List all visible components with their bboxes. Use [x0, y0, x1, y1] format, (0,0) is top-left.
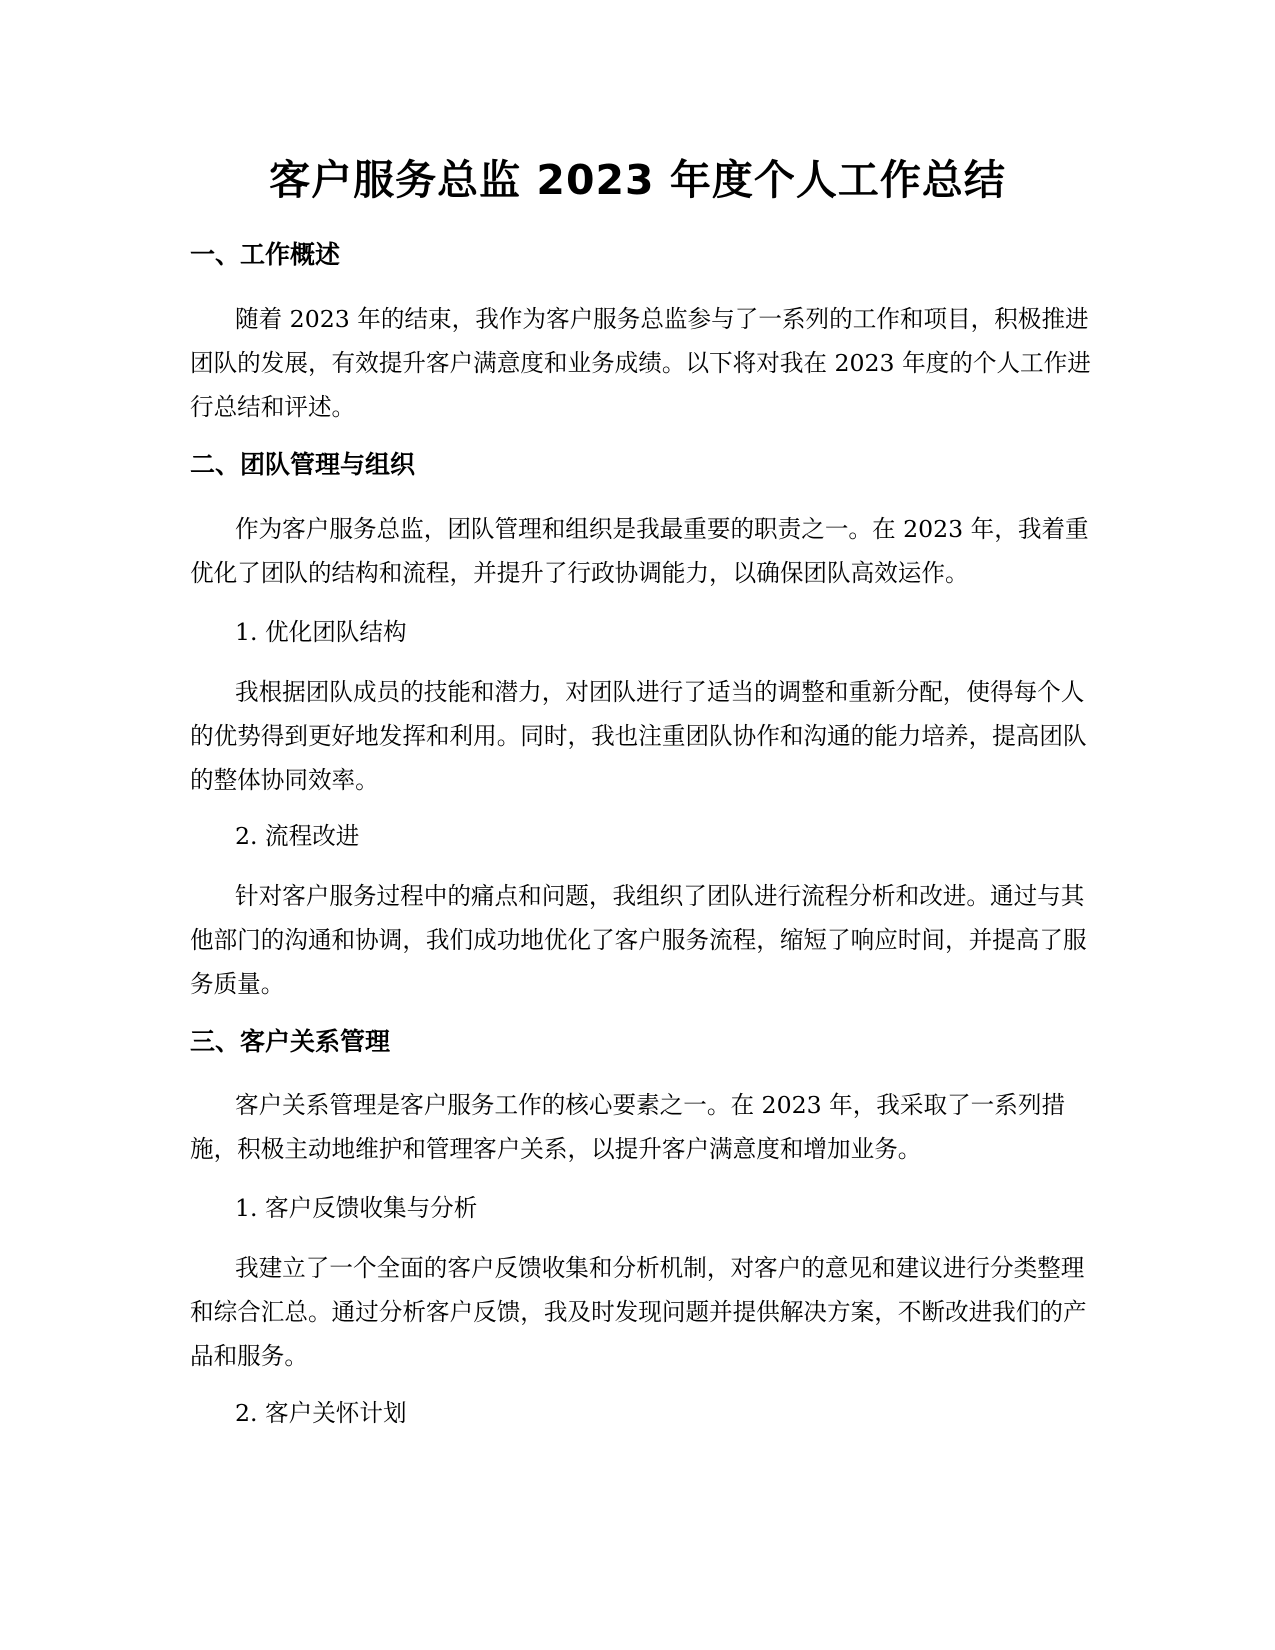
- subheading-care-plan: 2. 客户关怀计划: [235, 1399, 407, 1427]
- section-heading-overview: 一、工作概述: [190, 240, 341, 269]
- subheading-optimize-team: 1. 优化团队结构: [235, 618, 407, 646]
- document-title: 客户服务总监 2023 年度个人工作总结: [269, 156, 1006, 204]
- section-heading-team-management: 二、团队管理与组织: [190, 450, 416, 479]
- paragraph-customer-intro: 客户关系管理是客户服务工作的核心要素之一。在 2023 年，我采取了一系列措施，积极主动地维护和管理客户关系，以提升客户满意度和增加业务。: [190, 1091, 1066, 1163]
- subheading-process-improvement: 2. 流程改进: [235, 822, 360, 850]
- paragraph-process-improvement: 针对客户服务过程中的痛点和问题，我组织了团队进行流程分析和改进。通过与其他部门的沟通和协调，我们成功地优化了客户服务流程，缩短了响应时间，并提高了服务质量。: [190, 882, 1087, 998]
- paragraph-feedback: 我建立了一个全面的客户反馈收集和分析机制，对客户的意见和建议进行分类整理和综合汇总。通过分析客户反馈，我及时发现问题并提供解决方案，不断改进我们的产品和服务。: [190, 1254, 1087, 1370]
- subheading-feedback: 1. 客户反馈收集与分析: [235, 1194, 478, 1222]
- paragraph-team-intro: 作为客户服务总监，团队管理和组织是我最重要的职责之一。在 2023 年，我着重优化了团队的结构和流程，并提升了行政协调能力，以确保团队高效运作。: [190, 515, 1089, 587]
- paragraph-overview: 随着 2023 年的结束，我作为客户服务总监参与了一系列的工作和项目，积极推进团队的发展，有效提升客户满意度和业务成绩。以下将对我在 2023 年度的个人工作进行总结和评述。: [190, 305, 1091, 421]
- section-heading-customer-relations: 三、客户关系管理: [190, 1027, 391, 1056]
- paragraph-optimize-team: 我根据团队成员的技能和潜力，对团队进行了适当的调整和重新分配，使得每个人的优势得到更好地发挥和利用。同时，我也注重团队协作和沟通的能力培养，提高团队的整体协同效率。: [190, 678, 1087, 794]
